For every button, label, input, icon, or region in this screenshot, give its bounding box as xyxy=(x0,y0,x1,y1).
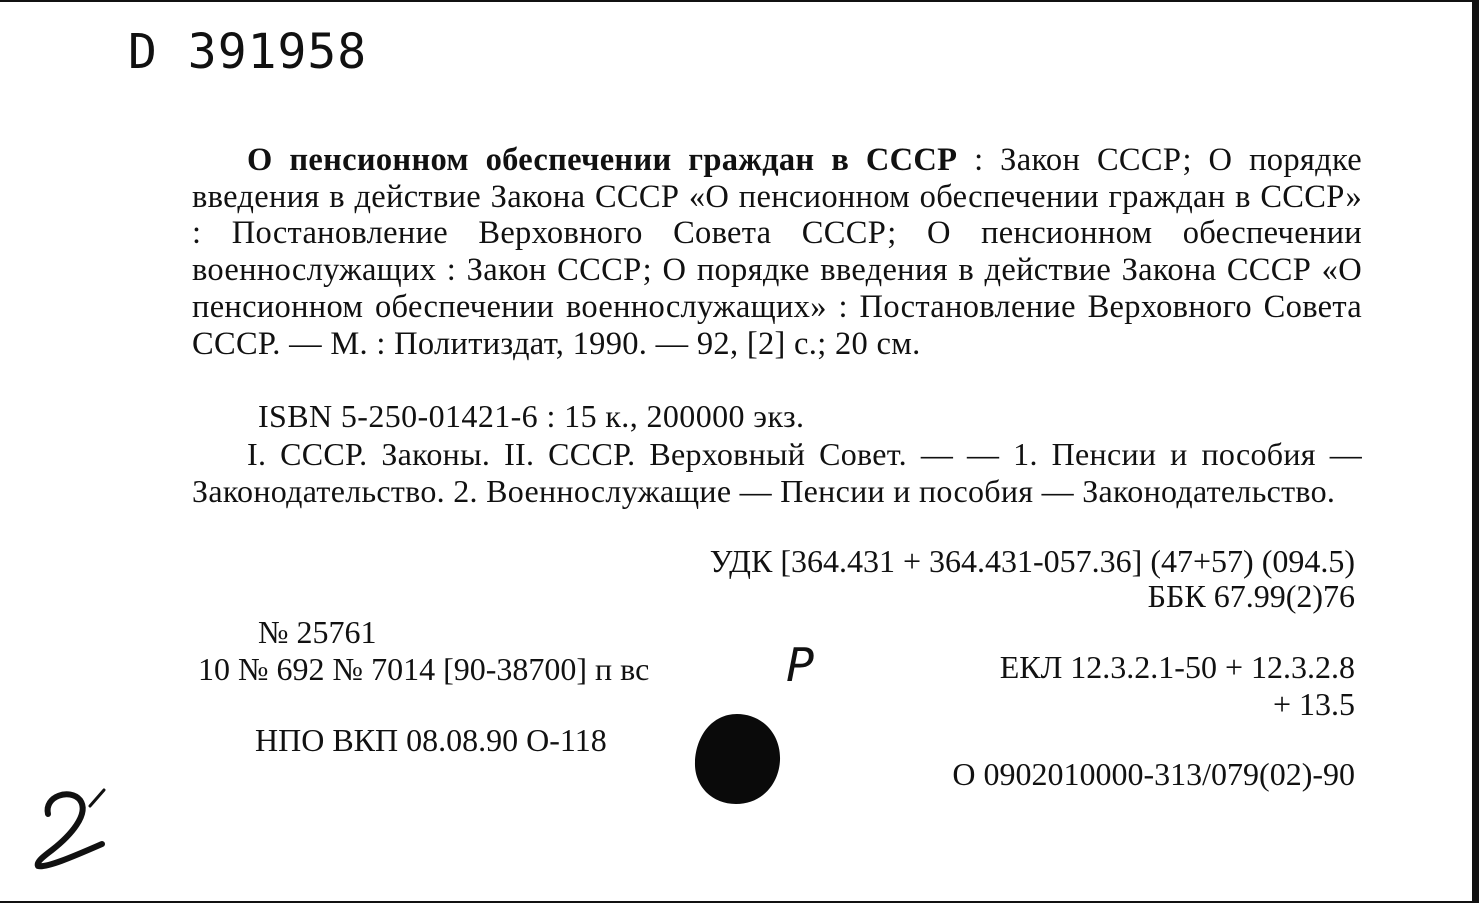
isbn-line: ISBN 5-250-01421-6 : 15 к., 200000 экз. xyxy=(258,398,805,434)
bbk-classification: ББК 67.99(2)76 xyxy=(1147,578,1355,614)
order-line: 10 № 692 № 7014 [90-38700] п вс xyxy=(198,651,650,687)
publisher-code: О 0902010000-313/079(02)-90 xyxy=(952,756,1355,792)
npo-line: НПО ВКП 08.08.90 О-118 xyxy=(255,722,607,758)
title-bold: О пенсионном обеспечении граждан в СССР xyxy=(247,142,958,178)
handwritten-number-2 xyxy=(30,784,110,874)
call-number: D 391958 xyxy=(128,24,368,80)
subject-tracings: I. СССР. Законы. II. СССР. Верховный Совет. — — 1. Пенсии и пособия — Законодательство. 2. Военнослужащие — Пенсии и пособия — Законодательство. xyxy=(192,436,1362,509)
title-rest: : Закон СССР; О порядке введения в действие Закона СССР «О пенсионном обеспечении граждан в СССР» : Постановление Верховного Совета СССР; О пенсионном обеспечении военнослужащих : Закон СССР; О порядке введения в действие Закона СССР «О пенсионном обеспечении военнослужащих» : Постановление Верховного Совета СССР. — М. : Политиздат, 1990. — 92, [2] с.; 20 см. xyxy=(192,142,1362,362)
punch-hole-mark xyxy=(692,712,782,806)
handwritten-mark: Р xyxy=(786,638,814,692)
ekl-line-2: + 13.5 xyxy=(1272,686,1355,722)
bibliographic-description xyxy=(192,142,1362,362)
udk-classification: УДК [364.431 + 364.431-057.36] (47+57) (094.5) xyxy=(709,543,1355,579)
ekl-line-1: ЕКЛ 12.3.2.1-50 + 12.3.2.8 xyxy=(999,649,1355,685)
accession-number: № 25761 xyxy=(258,614,377,650)
